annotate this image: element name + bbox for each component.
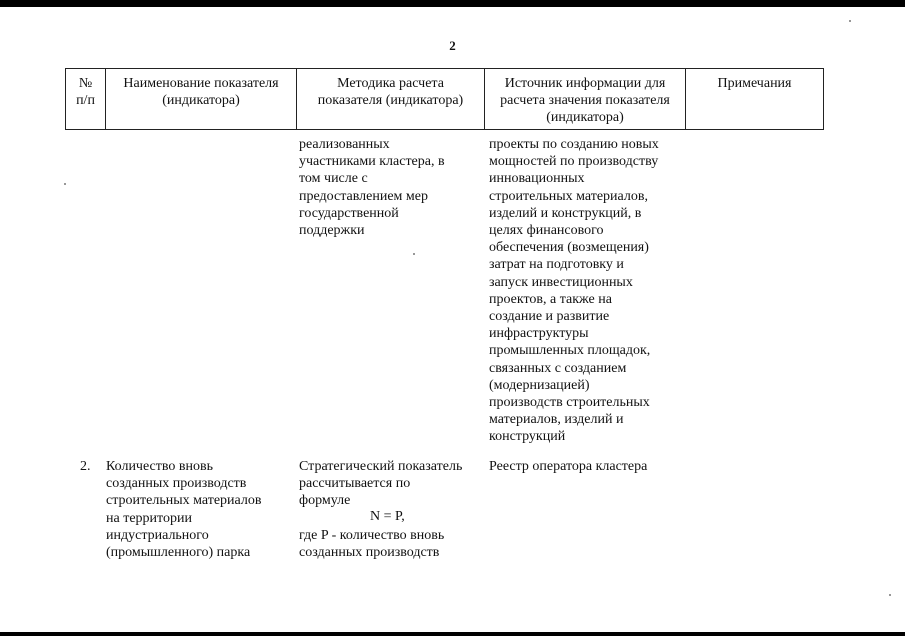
scan-speck: [849, 20, 851, 22]
row-2-method-intro: Стратегический показатель рассчитывается по формуле: [299, 459, 463, 509]
continuation-source-text: проекты по созданию новых мощностей по производству инновационных строительных материалов, изделий и конструкций, в целях финансового обеспечения (возмещения) затрат на подготовку и запуск инвестиционных проектов, а также на создание и развитие инфраструктуры промышленных площадок, связанных с созданием (модернизацией) производств строительных материалов, изделий и конструкций: [489, 137, 659, 445]
row-2-information-source: Реестр оператора кластера: [489, 459, 648, 474]
header-information-source: Источник информации для расчета значения показателя (индикатора): [485, 69, 686, 130]
scan-speck: [413, 253, 415, 255]
page-top-border: [0, 0, 905, 7]
scan-speck: [64, 183, 66, 185]
header-calculation-method: Методика расчета показателя (индикатора): [297, 69, 485, 130]
table-header: [65, 68, 824, 130]
row-2-formula: N = P,: [370, 509, 405, 524]
page-number: 2: [449, 38, 456, 53]
header-indicator-name: Наименование показателя (индикатора): [106, 69, 297, 130]
page-bottom-border: [0, 632, 905, 636]
scan-speck: [889, 594, 891, 596]
row-2-method-explanation: где P - количество вновь созданных производств: [299, 528, 445, 561]
header-number: № п/п: [66, 69, 106, 130]
continuation-method-text: реализованных участниками кластера, в том числе с предоставлением мер государственной поддержки: [299, 137, 445, 239]
row-2-number: 2.: [80, 459, 91, 474]
row-2-indicator-name: Количество вновь созданных производств строительных материалов на территории индустриального (промышленного) парка: [106, 459, 262, 561]
header-notes: Примечания: [686, 69, 824, 130]
